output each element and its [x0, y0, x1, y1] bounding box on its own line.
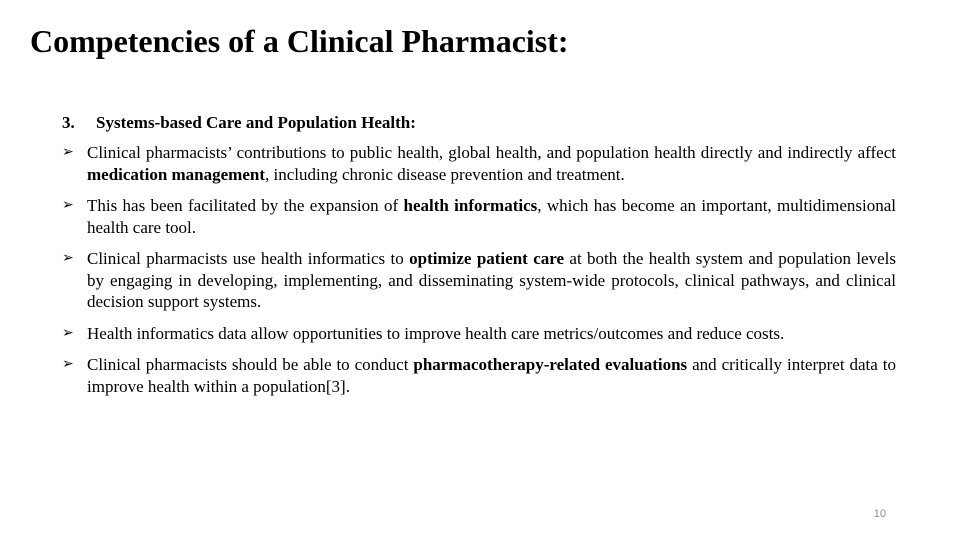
arrow-bullet-icon: ➢ — [62, 250, 74, 266]
section-heading — [62, 113, 416, 133]
bullet-text: and critically interpret data to improve health within a population[3]. — [87, 355, 896, 396]
bullet-text: at both the health system and population levels by engaging in developing, implementing, and disseminating system-wide protocols, clinical pathways, and clinical decision support systems. — [87, 249, 896, 311]
bullet-emphasis: optimize patient care — [409, 249, 565, 268]
page-number: 10 — [873, 508, 886, 520]
bullet-text: Clinical pharmacists should be able to conduct — [87, 355, 414, 374]
arrow-bullet-icon: ➢ — [62, 197, 74, 213]
bullet-item-optimize-patient-care — [62, 248, 896, 313]
slide-title: Competencies of a Clinical Pharmacist: — [30, 23, 569, 59]
bullet-emphasis: health informatics — [403, 196, 538, 215]
bullet-text: , which has become an important, multidimensional health care tool. — [87, 196, 897, 237]
bullet-item-pharmacotherapy-evaluations — [62, 354, 896, 397]
section-number: 3. — [62, 113, 75, 132]
bullet-item-health-informatics — [62, 195, 896, 238]
bullet-text: Clinical pharmacists use health informatics to — [87, 249, 410, 268]
bullet-item-medication-management — [62, 142, 896, 185]
arrow-bullet-icon: ➢ — [62, 324, 74, 341]
bullet-text: This has been facilitated by the expansion of — [87, 196, 404, 215]
arrow-bullet-icon: ➢ — [62, 356, 74, 372]
bullet-emphasis: medication management — [87, 164, 266, 184]
bullet-text: , including chronic disease prevention and treatment. — [265, 164, 625, 184]
bullet-item-health-metrics — [62, 323, 896, 345]
bullet-list — [62, 142, 896, 407]
bullet-text: Health informatics data allow opportunities to improve health care metrics/outcomes and reduce costs. — [87, 323, 785, 343]
bullet-emphasis: pharmacotherapy-related evaluations — [413, 355, 688, 374]
bullet-text: Clinical pharmacists’ contributions to public health, global health, and population health directly and indirectly affect — [87, 143, 896, 162]
section-heading-text: Systems-based Care and Population Health: — [96, 113, 416, 132]
arrow-bullet-icon: ➢ — [62, 144, 74, 160]
